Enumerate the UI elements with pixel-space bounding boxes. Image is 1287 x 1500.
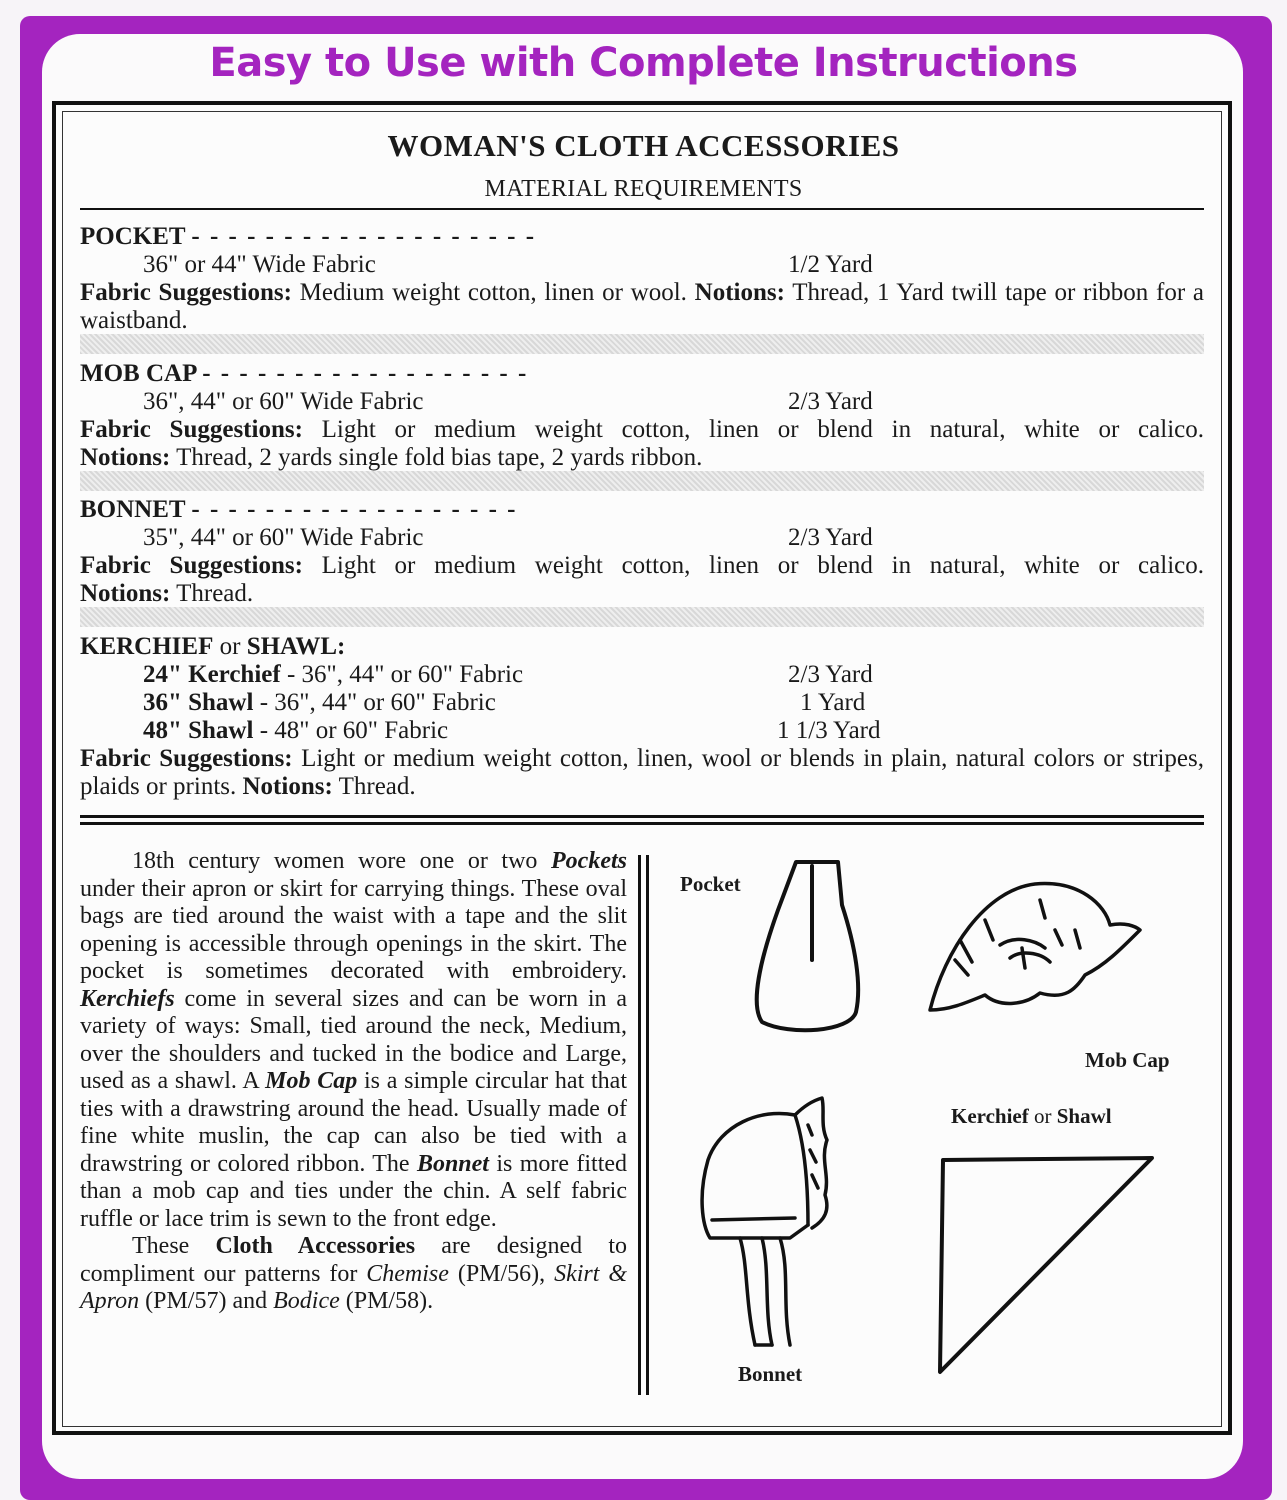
headline: Easy to Use with Complete Instructions	[209, 40, 1078, 86]
bonnet-caption: Bonnet	[738, 1362, 803, 1386]
kerchief-caption: Kerchief or Shawl	[951, 1104, 1112, 1128]
fabric-width: - 36", 44" or 60" Fabric	[253, 689, 496, 716]
yardage: 2/3 Yard	[788, 661, 873, 688]
requirement-row	[80, 388, 1204, 416]
yardage: 2/3 Yard	[788, 388, 873, 415]
divider-band	[80, 471, 1204, 491]
suggestions: Fabric Suggestions: Light or medium weight cotton, linen or blend in natural, white or calico.	[80, 416, 1204, 443]
page-subtitle: MATERIAL REQUIREMENTS	[484, 176, 803, 202]
requirement-row	[80, 251, 1204, 279]
section-heading: BONNET - - - - - - - - - - - - - - - - - -	[80, 496, 518, 523]
description-paragraph: These Cloth Accessories are designed to compliment our patterns for Chemise (PM/56), Skirt & Apron (PM/57) and Bodice (PM/58).	[80, 1233, 628, 1314]
description-paragraph: 18th century women wore one or two Pockets under their apron or skirt for carrying things. These oval bags are tied around the waist with a tape and the slit opening is accessible through openings in the skirt. The pocket is sometimes decorated with embroidery. Kerchiefs come in several sizes and can be worn in a variety of ways: Small, tied around the neck, Medium, over the shoulders and tucked in the bodice and Large, used as a shawl. A Mob Cap is a simple circular hat that ties with a drawstring around the head. Usually made of fine white muslin, the cap can also be tied with a drawstring or colored ribbon. The Bonnet is more fitted than a mob cap and ties under the chin. A self fabric ruffle or lace trim is sewn to the front edge.	[80, 848, 628, 1232]
fabric-width: 35", 44" or 60" Wide Fabric	[143, 524, 424, 551]
section-bonnet	[80, 496, 1204, 608]
pocket-caption: Pocket	[680, 872, 741, 896]
notions: Notions: Thread.	[80, 580, 254, 607]
divider-band	[80, 607, 1204, 627]
section-pocket	[80, 223, 1204, 335]
fabric-width: - 48" or 60" Fabric	[253, 717, 449, 744]
requirement-row	[80, 661, 1204, 689]
title-rule	[80, 208, 1204, 210]
column-divider	[638, 855, 641, 1395]
suggestions: Fabric Suggestions: Medium weight cotton, linen or wool. Notions: Thread, 1 Yard twill tape or ribbon for a waistband.	[80, 279, 1205, 334]
mob-cap-caption: Mob Cap	[1085, 1048, 1170, 1072]
section-heading: KERCHIEF or SHAWL:	[80, 633, 346, 660]
fabric-width: 36" or 44" Wide Fabric	[143, 251, 376, 278]
section-kerchief	[80, 633, 1204, 801]
yardage: 1 1/3 Yard	[777, 717, 881, 744]
requirement-row	[80, 717, 1204, 745]
page-title: WOMAN'S CLOTH ACCESSORIES	[387, 128, 900, 163]
notions: Notions: Thread, 2 yards single fold bias tape, 2 yards ribbon.	[80, 444, 703, 471]
yardage: 2/3 Yard	[788, 524, 873, 551]
requirement-row	[80, 524, 1204, 552]
size: 24" Kerchief	[143, 661, 281, 688]
suggestions: Fabric Suggestions: Light or medium weight cotton, linen or blend in natural, white or calico.	[80, 552, 1204, 579]
section-mob-cap	[80, 360, 1204, 472]
fabric-width: - 36", 44" or 60" Fabric	[280, 661, 524, 688]
section-heading: MOB CAP - - - - - - - - - - - - - - - - - -	[80, 360, 529, 387]
divider-band	[80, 334, 1204, 354]
size: 36" Shawl	[143, 689, 254, 716]
size: 48" Shawl	[143, 717, 254, 744]
section-double-rule	[80, 815, 1204, 827]
yardage: 1/2 Yard	[788, 251, 873, 278]
suggestions: Fabric Suggestions: Light or medium weight cotton, linen, wool or blends in plain, natural colors or stripes, plaids or prints. Notions: Thread.	[80, 745, 1204, 800]
yardage: 1 Yard	[800, 689, 866, 716]
requirement-row	[80, 689, 1204, 717]
description-text	[80, 848, 627, 1316]
section-heading: POCKET - - - - - - - - - - - - - - - - - - -	[80, 223, 537, 250]
fabric-width: 36", 44" or 60" Wide Fabric	[143, 388, 424, 415]
column-divider	[646, 855, 649, 1395]
